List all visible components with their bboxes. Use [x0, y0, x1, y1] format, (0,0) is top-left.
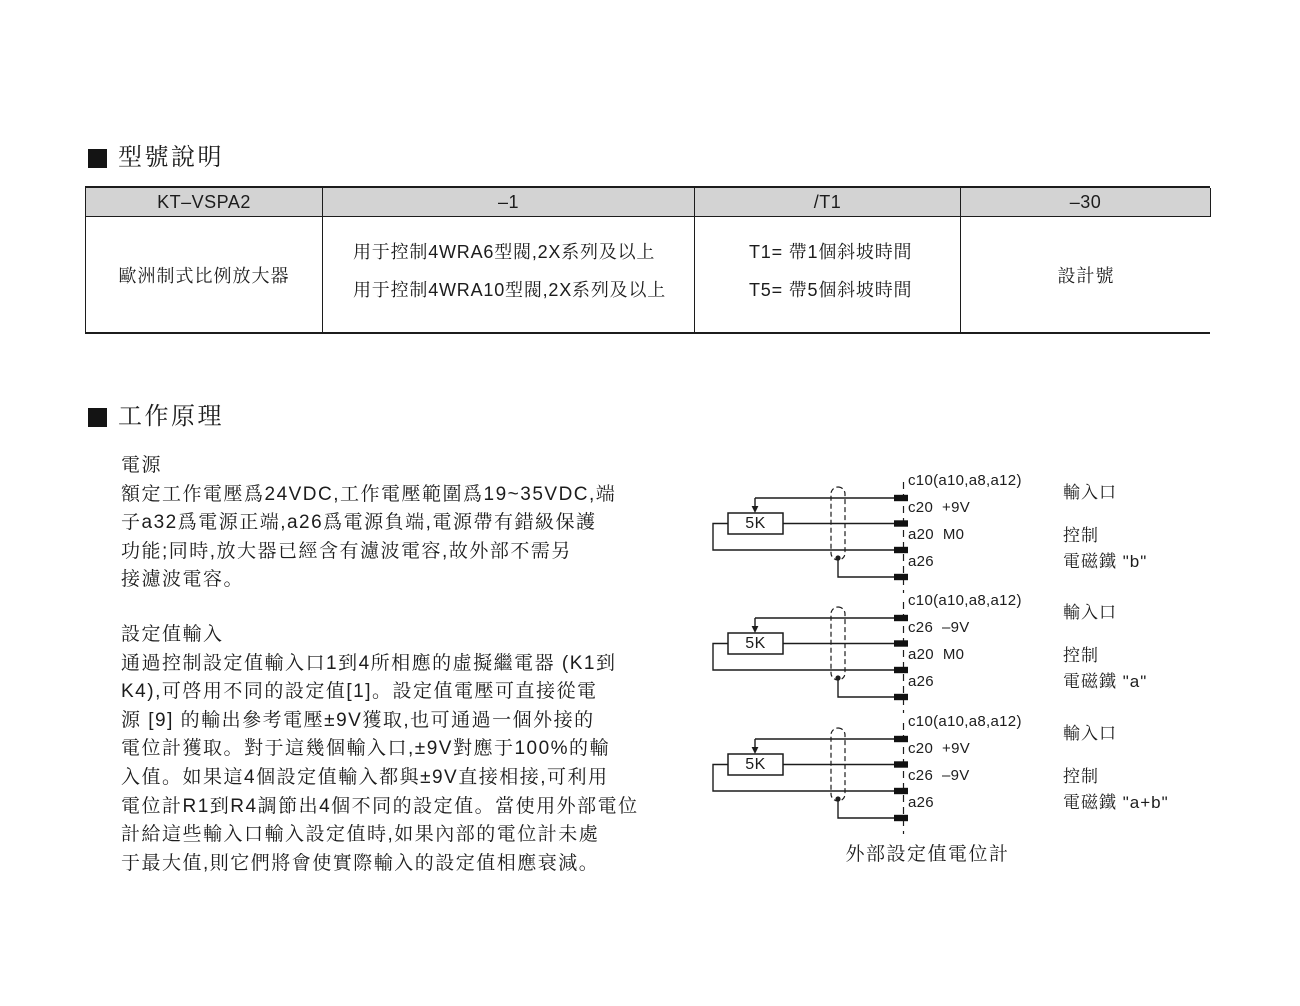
power-supply-paragraph [121, 452, 681, 595]
input-port-label: 輸入口 [1063, 603, 1117, 622]
terminal-label-mid: a20 M0 [908, 646, 965, 663]
potentiometer-wiring-diagram [705, 711, 1185, 836]
text-line: T1= 帶1個斜坡時間 [749, 242, 913, 262]
table-header-row [86, 188, 1210, 217]
text-line: 計給這些輸入口輸入設定值時,如果內部的電位計未處 [121, 824, 600, 846]
potentiometer-value-label: 5K [745, 514, 766, 532]
text-line: 用于控制4WRA6型閥,2X系列及以上 [353, 242, 656, 262]
section-heading-principle [88, 405, 224, 429]
text-line: 通過控制設定值輸入口1到4所相應的虛擬繼電器 (K1到 [121, 652, 617, 674]
potentiometer-wiring-diagram [705, 590, 1185, 715]
model-code-table [85, 186, 1210, 334]
text-line: 接濾波電容。 [121, 569, 245, 591]
section-title: 工作原理 [118, 403, 224, 430]
black-square-bullet-icon [88, 408, 107, 427]
header-cell-ramp: /T1 [695, 188, 961, 217]
section-title: 型號說明 [118, 144, 224, 171]
terminal-label-ref: c20 +9V [908, 740, 971, 757]
potentiometer-wiring-diagram [705, 470, 1185, 595]
paragraph-lines [121, 650, 681, 879]
terminal-label-ground: a26 [908, 553, 934, 570]
terminal-label-input: c10(a10,a8,a12) [908, 713, 1022, 730]
text-line: 源 [9] 的輸出參考電壓±9V獲取,也可通過一個外接的 [121, 709, 595, 731]
terminal-label-input: c10(a10,a8,a12) [908, 472, 1022, 489]
header-cell-variant: –1 [323, 188, 695, 217]
body-cell-ramp-times [695, 217, 961, 332]
section-heading-model [88, 146, 224, 170]
body-cell-valve-usage [323, 217, 695, 332]
potentiometer-value-label: 5K [745, 634, 766, 652]
text-line: 功能;同時,放大器已經含有濾波電容,故外部不需另 [121, 540, 572, 562]
header-cell-design: –30 [961, 188, 1211, 217]
terminal-label-mid: c26 –9V [908, 767, 970, 784]
text-line: K4),可啓用不同的設定值[1]。設定值電壓可直接從電 [121, 681, 598, 703]
input-port-label: 輸入口 [1063, 483, 1117, 502]
body-cell-design-number: 設計號 [1057, 265, 1115, 286]
terminal-label-ground: a26 [908, 794, 934, 811]
paragraph-lines [121, 481, 681, 595]
text-line: 電位計獲取。對于這幾個輸入口,±9V對應于100%的輸 [121, 738, 611, 760]
control-label: 控制 [1063, 526, 1099, 545]
input-port-label: 輸入口 [1063, 724, 1117, 743]
black-square-bullet-icon [88, 149, 107, 168]
potentiometer-value-label: 5K [745, 755, 766, 773]
table-body-row [86, 217, 1210, 332]
terminal-label-input: c10(a10,a8,a12) [908, 592, 1022, 609]
solenoid-label: 電磁鐵 "a" [1063, 672, 1148, 691]
terminal-label-ref: c26 –9V [908, 619, 970, 636]
text-line: 額定工作電壓爲24VDC,工作電壓範圍爲19~35VDC,端 [121, 483, 617, 505]
terminal-label-ground: a26 [908, 673, 934, 690]
setpoint-input-paragraph [121, 621, 681, 878]
text-line: 于最大值,則它們將會使實際輸入的設定值相應衰減。 [121, 852, 600, 874]
paragraph-heading: 設定值輸入 [121, 624, 224, 645]
text-line: T5= 帶5個斜坡時間 [749, 280, 913, 300]
text-line: 入值。如果這4個設定值輸入都與±9V直接相接,可利用 [121, 766, 609, 788]
solenoid-label: 電磁鐵 "a+b" [1063, 793, 1169, 812]
terminal-label-ref: c20 +9V [908, 499, 971, 516]
control-label: 控制 [1063, 767, 1099, 786]
text-line: 電位計R1到R4調節出4個不同的設定值。當使用外部電位 [121, 795, 639, 817]
header-cell-model: KT–VSPA2 [86, 188, 323, 217]
terminal-label-mid: a20 M0 [908, 526, 965, 543]
paragraph-heading: 電源 [121, 455, 163, 476]
body-cell-amplifier-type: 歐洲制式比例放大器 [86, 217, 323, 332]
text-line: 子a32爲電源正端,a26爲電源負端,電源帶有錯級保護 [121, 512, 597, 534]
diagram-caption: 外部設定值電位計 [845, 844, 1010, 865]
text-line: 用于控制4WRA10型閥,2X系列及以上 [353, 280, 667, 300]
control-label: 控制 [1063, 646, 1099, 665]
solenoid-label: 電磁鐵 "b" [1063, 552, 1148, 571]
